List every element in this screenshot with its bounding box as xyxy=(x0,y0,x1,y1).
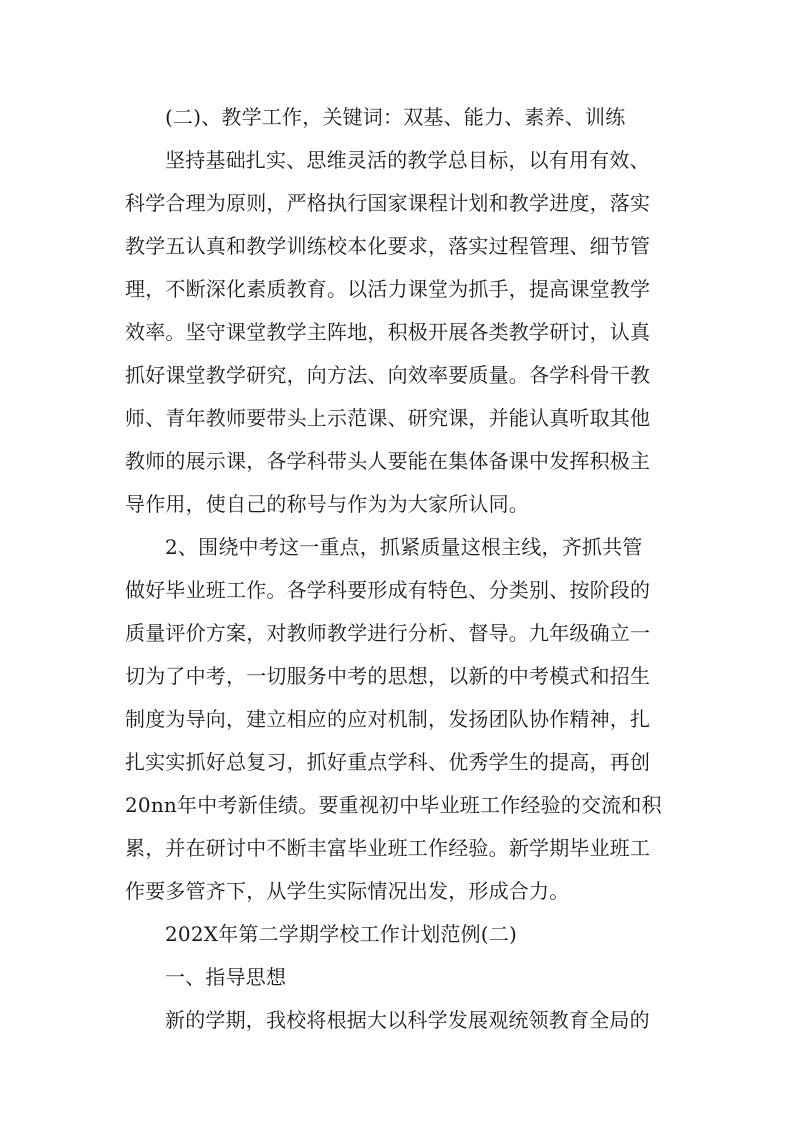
paragraph-line: 理，不断深化素质教育。以活力课堂为抓手，提高课堂教学 xyxy=(125,277,651,301)
section-heading-teaching-work: (二)、教学工作，关键词：双基、能力、素养、训练 xyxy=(165,105,626,129)
paragraph-line: 制度为导向，建立相应的应对机制，发扬团队协作精神，扎 xyxy=(125,707,651,731)
paragraph-line: 作要多管齐下，从学生实际情况出发，形成合力。 xyxy=(125,879,570,903)
paragraph-line: 扎实实抓好总复习，抓好重点学科、优秀学生的提高，再创 xyxy=(125,750,651,774)
paragraph-line: 科学合理为原则，严格执行国家课程计划和教学进度，落实 xyxy=(125,191,651,215)
paragraph-line: 教师的展示课，各学科带头人要能在集体备课中发挥积极主 xyxy=(125,449,651,473)
paragraph-line: 师、青年教师要带头上示范课、研究课，并能认真听取其他 xyxy=(125,406,651,430)
paragraph-line: 抓好课堂教学研究，向方法、向效率要质量。各学科骨干教 xyxy=(125,363,651,387)
document-subtitle: 202X年第二学期学校工作计划范例(二) xyxy=(165,922,518,946)
paragraph-line: 坚持基础扎实、思维灵活的教学总目标，以有用有效、 xyxy=(165,148,650,172)
paragraph-line: 教学五认真和教学训练校本化要求，落实过程管理、细节管 xyxy=(125,234,651,258)
paragraph-line: 新的学期，我校将根据大以科学发展观统领教育全局的 xyxy=(165,1008,650,1032)
paragraph-line: 2、围绕中考这一重点，抓紧质量这根主线，齐抓共管 xyxy=(165,535,643,559)
paragraph-line: 20nn年中考新佳绩。要重视初中毕业班工作经验的交流和积 xyxy=(125,793,662,817)
paragraph-line: 做好毕业班工作。各学科要形成有特色、分类别、按阶段的 xyxy=(125,578,651,602)
paragraph-line: 质量评价方案，对教师教学进行分析、督导。九年级确立一 xyxy=(125,621,651,645)
section-heading-guiding-ideology: 一、指导思想 xyxy=(165,965,287,989)
paragraph-line: 累，并在研讨中不断丰富毕业班工作经验。新学期毕业班工 xyxy=(125,836,651,860)
paragraph-line: 导作用，使自己的称号与作为为大家所认同。 xyxy=(125,492,529,516)
paragraph-line: 切为了中考，一切服务中考的思想，以新的中考模式和招生 xyxy=(125,664,651,688)
paragraph-line: 效率。坚守课堂教学主阵地，积极开展各类教学研讨，认真 xyxy=(125,320,651,344)
